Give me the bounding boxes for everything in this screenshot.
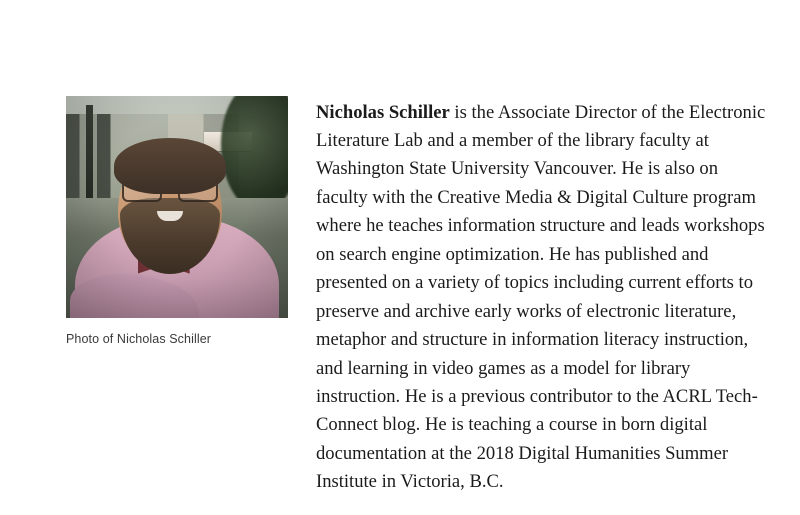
bio-paragraph: [316, 99, 774, 497]
portrait-figure: [66, 96, 288, 346]
bio-name: Nicholas Schiller: [316, 101, 450, 123]
photo-vignette: [66, 96, 288, 318]
bio-body: is the Associate Director of the Electronic Literature Lab and a member of the library faculty at Washington State University Vancouver. He is also on faculty with the Creative Media & Digital Culture program where he teaches information structure and leads workshops on search engine optimization. He has published and presented on a variety of topics including current efforts to preserve and archive early works of electronic literature, metaphor and structure in information literacy instruction, and learning in video games as a model for library instruction. He is a previous contributor to the ACRL Tech-Connect blog. He is teaching a course in born digital documentation at the 2018 Digital Humanities Summer Institute in Victoria, B.C.: [316, 101, 766, 493]
portrait-photo: [66, 96, 288, 318]
photo-caption: Photo of Nicholas Schiller: [66, 332, 212, 346]
